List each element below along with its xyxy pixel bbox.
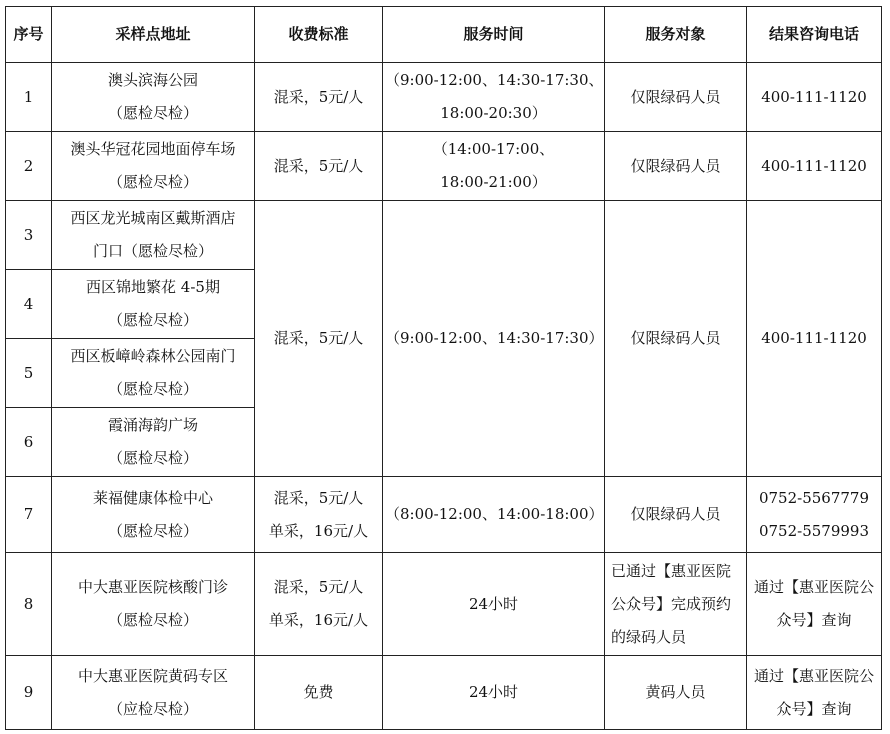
service-target: 仅限绿码人员 — [605, 201, 747, 477]
service-time: （9:00-12:00、14:30-17:30、 18:00-20:30） — [383, 63, 605, 132]
testing-sites-table — [5, 6, 882, 730]
header-fee: 收费标准 — [255, 7, 383, 63]
site-address: 西区龙光城南区戴斯酒店 门口（愿检尽检） — [52, 201, 255, 270]
header-address: 采样点地址 — [52, 7, 255, 63]
fee-standard: 混采，5元/人 — [255, 201, 383, 477]
fee-standard: 混采，5元/人 — [255, 132, 383, 201]
table-row — [6, 201, 882, 270]
fee-standard: 混采，5元/人 单采，16元/人 — [255, 477, 383, 553]
site-address: 澳头滨海公园 （愿检尽检） — [52, 63, 255, 132]
service-time: （8:00-12:00、14:00-18:00） — [383, 477, 605, 553]
header-phone: 结果咨询电话 — [747, 7, 882, 63]
fee-standard: 混采，5元/人 — [255, 63, 383, 132]
fee-standard: 混采，5元/人 单采，16元/人 — [255, 553, 383, 656]
header-no: 序号 — [6, 7, 52, 63]
row-number: 6 — [6, 408, 52, 477]
row-number: 9 — [6, 656, 52, 730]
row-number: 4 — [6, 270, 52, 339]
consult-phone: 通过【惠亚医院公 众号】查询 — [747, 656, 882, 730]
row-number: 1 — [6, 63, 52, 132]
table-row — [6, 656, 882, 730]
consult-phone: 400-111-1120 — [747, 63, 882, 132]
table-row — [6, 132, 882, 201]
site-address: 西区板嶂岭森林公园南门 （愿检尽检） — [52, 339, 255, 408]
service-target: 黄码人员 — [605, 656, 747, 730]
site-address: 中大惠亚医院黄码专区 （应检尽检） — [52, 656, 255, 730]
site-address: 中大惠亚医院核酸门诊 （愿检尽检） — [52, 553, 255, 656]
row-number: 5 — [6, 339, 52, 408]
header-target: 服务对象 — [605, 7, 747, 63]
site-address: 霞涌海韵广场 （愿检尽检） — [52, 408, 255, 477]
table-row — [6, 553, 882, 656]
row-number: 3 — [6, 201, 52, 270]
service-target: 仅限绿码人员 — [605, 63, 747, 132]
service-target: 仅限绿码人员 — [605, 477, 747, 553]
service-time: 24小时 — [383, 656, 605, 730]
table-row — [6, 63, 882, 132]
consult-phone: 0752-5567779 0752-5579993 — [747, 477, 882, 553]
header-row — [6, 7, 882, 63]
service-target: 已通过【惠亚医院 公众号】完成预约 的绿码人员 — [605, 553, 747, 656]
row-number: 7 — [6, 477, 52, 553]
consult-phone: 通过【惠亚医院公 众号】查询 — [747, 553, 882, 656]
row-number: 2 — [6, 132, 52, 201]
row-number: 8 — [6, 553, 52, 656]
consult-phone: 400-111-1120 — [747, 201, 882, 477]
service-time: （9:00-12:00、14:30-17:30） — [383, 201, 605, 477]
site-address: 莱福健康体检中心 （愿检尽检） — [52, 477, 255, 553]
header-time: 服务时间 — [383, 7, 605, 63]
service-target: 仅限绿码人员 — [605, 132, 747, 201]
site-address: 澳头华冠花园地面停车场 （愿检尽检） — [52, 132, 255, 201]
site-address: 西区锦地繁花 4-5期 （愿检尽检） — [52, 270, 255, 339]
fee-standard: 免费 — [255, 656, 383, 730]
table-row — [6, 477, 882, 553]
consult-phone: 400-111-1120 — [747, 132, 882, 201]
service-time: 24小时 — [383, 553, 605, 656]
service-time: （14:00-17:00、 18:00-21:00） — [383, 132, 605, 201]
